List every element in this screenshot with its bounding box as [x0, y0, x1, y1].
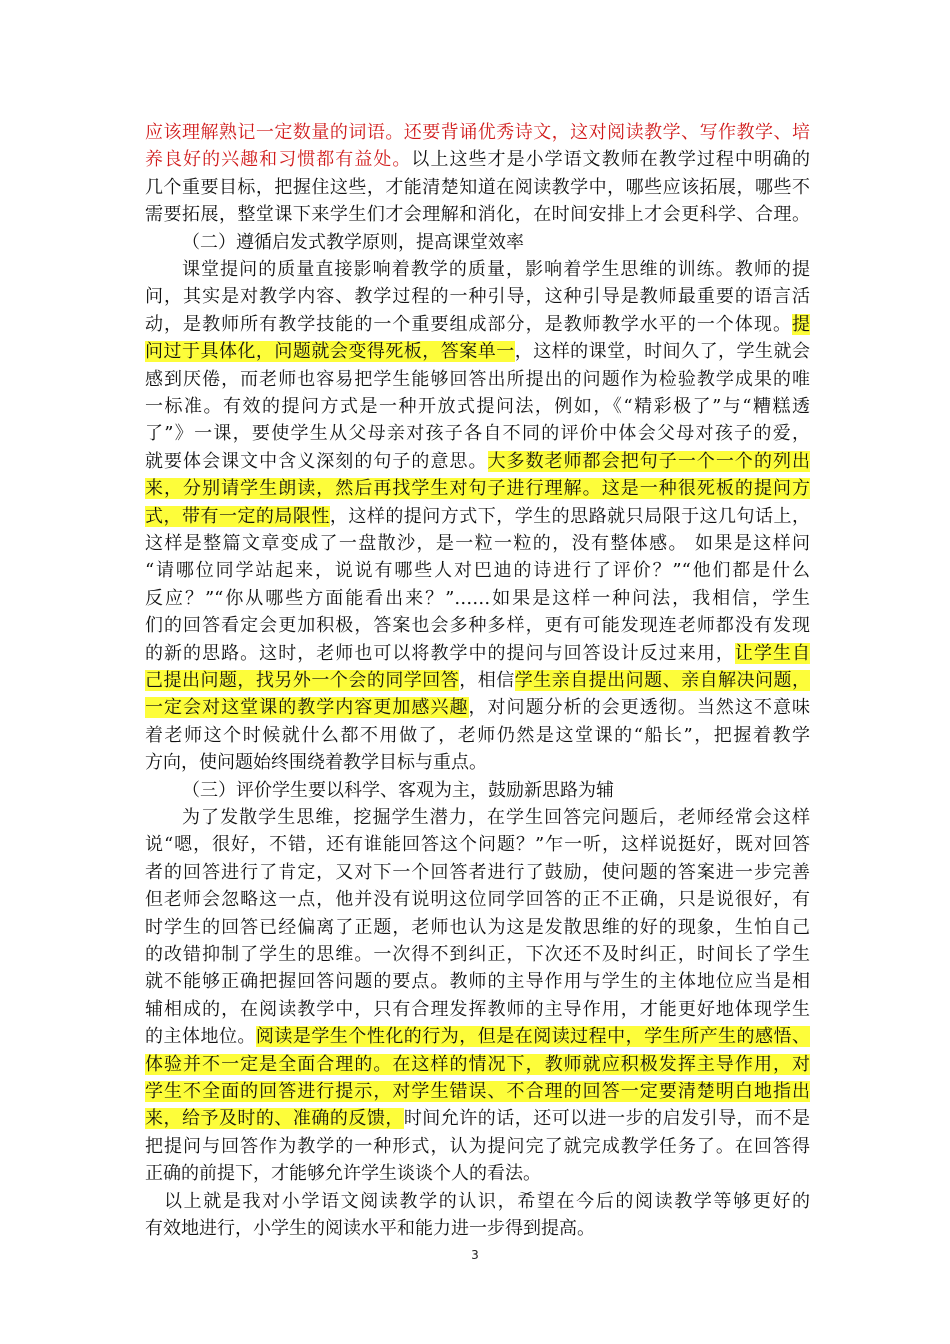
text-line [145, 200, 810, 230]
page-number: 3 [471, 1248, 479, 1262]
text-line [145, 721, 810, 751]
text-segment: （二）遵循启发式教学原则，提高课堂效率 [182, 231, 524, 253]
text-line [182, 255, 810, 285]
text-segment: 们的回答看定会更加积极，答案也会多种多样，更有可能发现连老师都没有发现 [145, 615, 810, 637]
text-line [145, 693, 810, 723]
text-segment: 就要体会课文中含义深刻的句子的意思。 [145, 450, 488, 472]
text-segment: 感到厌倦，而老师也容易把学生能够回答出所提出的问题作为检验教学成果的唯 [145, 368, 810, 390]
text-segment: 着老师这个时候就什么都不用做了，老师仍然是这堂课的“船长”，把握着教学 [145, 724, 810, 746]
text-segment: 时间允许的话，还可以进一步的启发引导，而不是 [403, 1108, 810, 1130]
text-segment: ，相信 [459, 670, 515, 691]
text-segment: 以上这些才是小学语文教师在教学过程中明确的 [411, 149, 810, 171]
highlighted-text: 学生不全面的回答进行提示，对学生错误、不合理的回答一定要清楚明白地指出 [145, 1081, 810, 1102]
highlighted-text: 问过于具体化，问题就会变得死板，答案单一 [145, 341, 515, 363]
text-line [145, 611, 810, 641]
text-segment: 一标准。有效的提问方式是一种开放式提问法，例如，《“精彩极了”与“糟糕透 [145, 396, 810, 417]
text-line [145, 118, 810, 148]
text-line [164, 1187, 810, 1217]
text-segment: ，对问题分析的会更透彻。当然这不意味 [468, 697, 810, 719]
text-line [145, 173, 810, 203]
text-line [145, 392, 810, 422]
text-segment: （三）评价学生要以科学、客观为主，鼓励新思路为辅 [182, 779, 614, 801]
red-emphasis-text: 应该理解熟记一定数量的词语。还要背诵优秀诗文，这对阅读教学、写作教学、培 [145, 122, 810, 143]
text-segment: 时学生的回答已经偏离了正题，老师也认为这是发散思维的好的现象，生怕自己 [145, 916, 810, 938]
text-segment: 以上就是我对小学语文阅读教学的认识，希望在今后的阅读教学等够更好的 [164, 1190, 810, 1212]
text-segment: 方向，使问题始终围绕着教学目标与重点。 [145, 752, 487, 774]
text-line [145, 584, 810, 614]
highlighted-text: 让学生自 [734, 642, 810, 664]
text-segment: 需要拓展，整堂课下来学生们才会理解和消化，在时间安排上才会更科学、合理。 [145, 204, 810, 226]
text-segment: 的新的思路。这时，老师也可以将教学中的提问与回答设计反过来用， [145, 642, 735, 664]
text-segment: 了”》一课，要使学生从父母亲对孩子各自不同的评价中体会父母对孩子的爱， [145, 423, 810, 445]
text-segment: 的改错抑制了学生的思维。一次得不到纠正，下次还不及时纠正，时间长了学生 [145, 944, 810, 965]
text-line [145, 474, 810, 504]
highlighted-text: 提 [792, 313, 810, 335]
text-line [145, 748, 810, 778]
text-segment: 把提问与回答作为教学的一种形式，认为提问完了就完成教学任务了。在回答得 [145, 1135, 810, 1157]
text-line [145, 885, 810, 915]
text-line [145, 858, 810, 888]
text-segment: 课堂提问的质量直接影响着教学的质量，影响着学生思维的训练。教师的提 [182, 259, 810, 280]
text-line [145, 529, 810, 559]
highlighted-text: 一定会对这堂课的教学内容更加感兴趣 [145, 697, 469, 719]
text-segment: 反应？”“你从哪些方面能看出来？”……如果是这样一种问法，我相信，学生 [145, 587, 810, 609]
text-segment: 动，是教师所有教学技能的一个重要组成部分，是教师教学水平的一个体现。 [145, 313, 792, 335]
text-segment: 有效地进行，小学生的阅读水平和能力进一步得到提高。 [145, 1218, 595, 1239]
text-segment: ，这样的提问方式下，学生的思路就只局限于这几句话上， [329, 505, 810, 527]
text-line [182, 776, 810, 806]
text-line [145, 940, 810, 970]
highlighted-text: 大多数老师都会把句子一个一个的列出 [487, 450, 810, 472]
text-line [145, 1104, 810, 1134]
text-line [145, 310, 810, 340]
text-line [145, 1214, 810, 1244]
text-line [145, 502, 810, 532]
text-segment: 就不能够正确把握回答问题的要点。教师的主导作用与学生的主体地位应当是相 [145, 971, 810, 993]
text-segment: 者的回答进行了肯定，又对下一个回答者进行了鼓励，使问题的答案进一步完善 [145, 861, 810, 883]
text-segment: 问，其实是对教学内容、教学过程的一种引导，这种引导是教师最重要的语言活 [145, 286, 810, 308]
highlighted-text: 来，给予及时的、准确的反馈， [145, 1108, 404, 1130]
text-line [145, 556, 810, 586]
text-line [182, 228, 810, 258]
text-segment: ，这样的课堂，时间久了，学生就会 [514, 341, 810, 363]
text-segment: 的主体地位。 [145, 1026, 256, 1048]
text-segment: 但老师会忽略这一点，他并没有说明这位同学回答的正不正确，只是说很好，有 [145, 889, 810, 911]
text-line [145, 967, 810, 997]
text-line [145, 337, 810, 367]
text-line [145, 913, 810, 943]
highlighted-text: 来，分别请学生朗读，然后再找学生对句子进行理解。这是一种很死板的提问方 [145, 478, 810, 500]
text-line [145, 447, 810, 477]
text-segment: 辅相成的，在阅读教学中，只有合理发挥教师的主导作用，才能更好地体现学生 [145, 998, 810, 1020]
highlighted-text: 阅读是学生个性化的行为，但是在阅读过程中，学生所产生的感悟、 [255, 1026, 810, 1048]
text-segment: 几个重要目标，把握住这些，才能清楚知道在阅读教学中，哪些应该拓展，哪些不 [145, 176, 810, 198]
text-line [145, 365, 810, 395]
highlighted-text: 体验并不一定是全面合理的。在这样的情况下，教师就应积极发挥主导作用，对 [145, 1053, 810, 1075]
text-line [145, 282, 810, 312]
text-segment: 说“嗯，很好，不错，还有谁能回答这个问题？”乍一听，这样说挺好，既对回答 [145, 834, 810, 856]
text-line [145, 1050, 810, 1080]
text-line [145, 1159, 810, 1189]
highlighted-text: 己提出问题，找另外一个会的同学回答 [145, 670, 460, 691]
text-line [145, 1077, 810, 1107]
text-line [145, 1022, 810, 1052]
highlighted-text: 式，带有一定的局限性 [145, 505, 330, 527]
text-segment: “请哪位同学站起来，说说有哪些人对巴迪的诗进行了评价？”“他们都是什么 [145, 560, 810, 582]
text-line [145, 1132, 810, 1162]
text-line [145, 145, 810, 175]
text-segment: 为了发散学生思维，挖掘学生潜力，在学生回答完问题后，老师经常会这样 [182, 807, 810, 828]
text-line [145, 666, 810, 696]
highlighted-text: 学生亲自提出问题、亲自解决问题， [514, 670, 810, 691]
text-line [145, 830, 810, 860]
text-segment: 正确的前提下，才能够允许学生谈谈个人的看法。 [145, 1163, 541, 1185]
text-line [145, 419, 810, 449]
text-line [182, 803, 810, 833]
red-emphasis-text: 养良好的兴趣和习惯都有益处。 [145, 149, 412, 171]
text-line [145, 995, 810, 1025]
text-segment: 这样是整篇文章变成了一盘散沙，是一粒一粒的，没有整体感。 如果是这样问 [145, 533, 810, 554]
text-line [145, 639, 810, 669]
